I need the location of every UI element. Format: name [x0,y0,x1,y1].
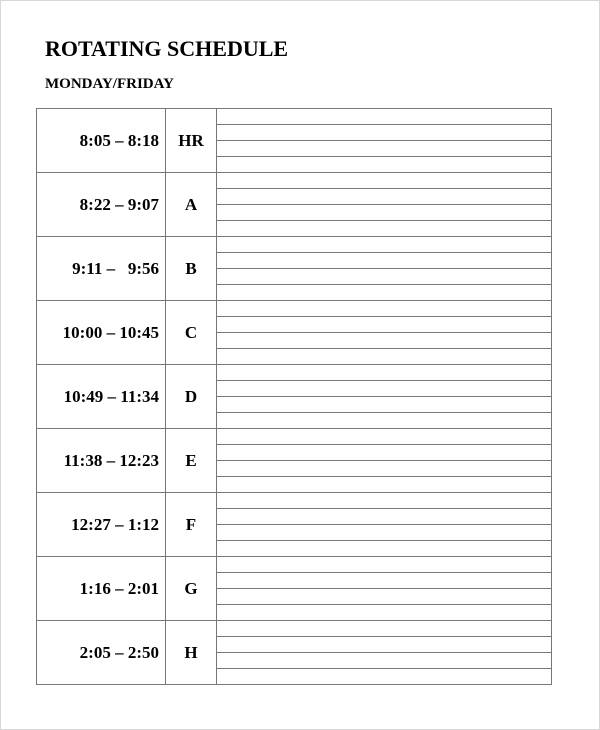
notes-cell[interactable] [217,237,551,300]
schedule-row [37,365,551,429]
period-cell: D [166,365,217,428]
period-cell: H [166,621,217,684]
time-cell: 10:49 – 11:34 [37,365,166,428]
time-cell: 10:00 – 10:45 [37,301,166,364]
schedule-row [37,429,551,493]
note-line[interactable] [217,669,551,684]
note-line[interactable] [217,461,551,477]
note-line[interactable] [217,285,551,300]
note-line[interactable] [217,301,551,317]
note-line[interactable] [217,621,551,637]
note-line[interactable] [217,541,551,556]
note-line[interactable] [217,365,551,381]
note-line[interactable] [217,141,551,157]
page-subtitle: MONDAY/FRIDAY [45,76,174,92]
note-line[interactable] [217,157,551,172]
period-cell: B [166,237,217,300]
notes-cell[interactable] [217,429,551,492]
note-line[interactable] [217,653,551,669]
time-cell: 1:16 – 2:01 [37,557,166,620]
period-cell: F [166,493,217,556]
schedule-table [36,108,552,685]
notes-cell[interactable] [217,173,551,236]
time-cell: 11:38 – 12:23 [37,429,166,492]
note-line[interactable] [217,381,551,397]
note-line[interactable] [217,557,551,573]
note-line[interactable] [217,221,551,236]
schedule-row [37,109,551,173]
note-line[interactable] [217,413,551,428]
note-line[interactable] [217,509,551,525]
page-title: ROTATING SCHEDULE [45,36,289,61]
notes-cell[interactable] [217,365,551,428]
note-line[interactable] [217,333,551,349]
note-line[interactable] [217,477,551,492]
note-line[interactable] [217,589,551,605]
note-line[interactable] [217,189,551,205]
period-cell: HR [166,109,217,172]
schedule-row [37,493,551,557]
note-line[interactable] [217,317,551,333]
notes-cell[interactable] [217,109,551,172]
notes-cell[interactable] [217,557,551,620]
time-cell: 9:11 – 9:56 [37,237,166,300]
note-line[interactable] [217,429,551,445]
note-line[interactable] [217,445,551,461]
schedule-row [37,301,551,365]
note-line[interactable] [217,173,551,189]
period-cell: C [166,301,217,364]
period-cell: E [166,429,217,492]
note-line[interactable] [217,493,551,509]
notes-cell[interactable] [217,621,551,684]
note-line[interactable] [217,397,551,413]
period-cell: G [166,557,217,620]
note-line[interactable] [217,605,551,620]
note-line[interactable] [217,205,551,221]
note-line[interactable] [217,125,551,141]
time-cell: 2:05 – 2:50 [37,621,166,684]
notes-cell[interactable] [217,493,551,556]
schedule-row [37,621,551,685]
note-line[interactable] [217,109,551,125]
note-line[interactable] [217,573,551,589]
time-cell: 8:05 – 8:18 [37,109,166,172]
note-line[interactable] [217,525,551,541]
time-cell: 12:27 – 1:12 [37,493,166,556]
note-line[interactable] [217,637,551,653]
schedule-row [37,237,551,301]
period-cell: A [166,173,217,236]
note-line[interactable] [217,237,551,253]
schedule-row [37,173,551,237]
time-cell: 8:22 – 9:07 [37,173,166,236]
schedule-row [37,557,551,621]
note-line[interactable] [217,253,551,269]
note-line[interactable] [217,269,551,285]
notes-cell[interactable] [217,301,551,364]
note-line[interactable] [217,349,551,364]
